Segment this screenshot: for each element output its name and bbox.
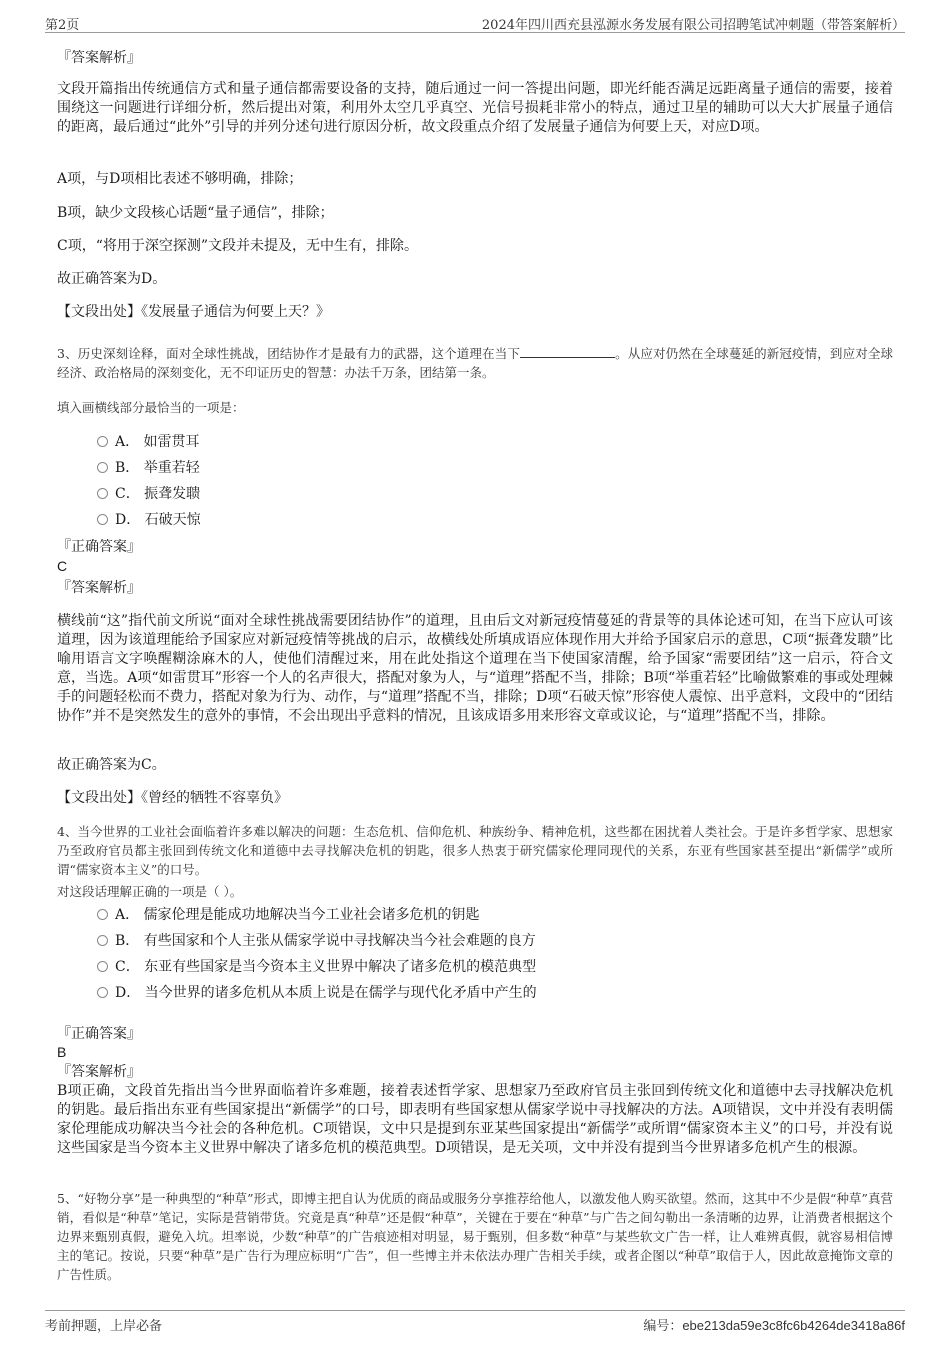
q3-option-c[interactable] <box>97 484 200 504</box>
radio-icon[interactable] <box>97 488 108 499</box>
q2-conclusion: 故正确答案为D。 <box>57 271 167 287</box>
q3-option-a[interactable] <box>97 432 200 452</box>
q4-option-b[interactable] <box>97 931 536 951</box>
q4-option-a[interactable] <box>97 905 480 925</box>
q4-analysis-text: B项正确，文段首先指出当今世界面临着许多难题，接着表述哲学家、思想家乃至政府官员主张回到传统文化和道德中去寻找解决危机的钥匙。最后指出东亚有些国家提出“新儒学”的口号，即表明有些国家想从儒家学说中寻找解决的方法。A项错误，文中并没有表明儒家伦理能成功解决当今社会的各种危机。C项错误，文中只是提到东亚某些国家提出“新儒学”或所谓“儒家资本主义”的口号，并没有说这些国家是当今资本主义世界中解决了诸多危机的模范典型。D项错误，是无关项，文中并没有提到当今世界诸多危机产生的根源。 <box>57 1083 893 1156</box>
radio-icon[interactable] <box>97 462 108 473</box>
q3-analysis-label: 『答案解析』 <box>57 580 141 596</box>
option-label: A． 儒家伦理是能成功地解决当今工业社会诸多危机的钥匙 <box>115 907 480 923</box>
option-label: D． 石破天惊 <box>115 512 201 528</box>
q3-source: 【文段出处】《曾经的牺牲不容辜负》 <box>57 790 288 806</box>
serial-number: ebe213da59e3c8fc6b4264de3418a86f <box>682 1318 905 1333</box>
option-label: B． 有些国家和个人主张从儒家学说中寻找解决当今社会难题的良方 <box>115 933 536 949</box>
document-title: 2024年四川西充县泓源水务发展有限公司招聘笔试冲刺题（带答案解析） <box>481 18 905 33</box>
option-label: C． 东亚有些国家是当今资本主义世界中解决了诸多危机的模范典型 <box>115 959 537 975</box>
radio-icon[interactable] <box>97 514 108 525</box>
q3-option-d[interactable] <box>97 510 201 530</box>
q4-analysis-label: 『答案解析』 <box>57 1064 141 1080</box>
q4-answer: B <box>57 1044 67 1060</box>
q3-answer-label: 『正确答案』 <box>57 539 141 555</box>
radio-icon[interactable] <box>97 961 108 972</box>
q3-analysis-text: 横线前“这”指代前文所说“面对全球性挑战需要团结协作”的道理，且由后文对新冠疫情蔓延的背景等的具体论述可知，在当下应认可该道理，因为该道理能给予国家应对新冠疫情等挑战的启示，故横线处所填成语应体现作用大并给予国家启示的意思，C项“振聋发聩”比喻用语言文字唤醒糊涂麻木的人，使他们清醒过来，用在此处指这个道理在当下使国家清醒，给予国家“需要团结”这一启示，符合文意，当选。A项“如雷贯耳”形容一个人的名声很大，搭配对象为人，与“道理”搭配不当，排除；B项“举重若轻”比喻做繁难的事或处理棘手的问题轻松而不费力，搭配对象为行为、动作，与“道理”搭配不当，排除；D项“石破天惊”形容使人震惊、出乎意料，文段中的“团结协作”并不是突然发生的意外的事情，不会出现出乎意料的情况，且该成语多用来形容文章或议论，与“道理”搭配不当，排除。 <box>57 613 893 724</box>
q4-option-d[interactable] <box>97 983 537 1003</box>
option-label: D． 当今世界的诸多危机从本质上说是在儒学与现代化矛盾中产生的 <box>115 985 537 1001</box>
q3-stem <box>57 344 893 382</box>
option-label: C． 振聋发聩 <box>115 486 201 502</box>
q4-answer-label: 『正确答案』 <box>57 1026 141 1042</box>
q4-option-c[interactable] <box>97 957 536 977</box>
q5-stem: 5、“好物分享”是一种典型的“种草”形式，即博主把自认为优质的商品或服务分享推荐给他人，以激发他人购买欲望。然而，这其中不少是假“种草”真营销，看似是“种草”笔记，实际是营销带货。究竟是真“种草”还是假“种草”，关键在于要在“种草”与广告之间勾勒出一条清晰的边界，让消费者根据这个边界来甄别真假，避免入坑。坦率说，少数“种草”的广告痕迹相对明显，易于甄别，但多数“种草”与某些软文广告一样，让人难辨真假，就容易相信博主的笔记。按说，只要“种草”是广告行为理应标明“广告”，但一些博主并未依法办理广告相关手续，或者企图以“种草”取信于人，因此故意掩饰文章的广告性质。 <box>57 1191 893 1282</box>
q2-source: 【文段出处】《发展量子通信为何要上天？》 <box>57 304 330 320</box>
q3-answer: C <box>57 558 68 574</box>
option-label: A． 如雷贯耳 <box>115 434 200 450</box>
q3-option-b[interactable] <box>97 458 200 478</box>
option-label: B． 举重若轻 <box>115 460 200 476</box>
q2-note-b: B项，缺少文段核心话题“量子通信”，排除； <box>57 205 334 221</box>
page-footer <box>45 1310 905 1334</box>
radio-icon[interactable] <box>97 935 108 946</box>
q2-analysis-text: 文段开篇指出传统通信方式和量子通信都需要设备的支持，随后通过一问一答提出问题，即光纤能否满足远距离量子通信的需要，接着围绕这一问题进行详细分析，然后提出对策，利用外太空几乎真空、光信号损耗非常小的特点，通过卫星的辅助可以大大扩展量子通信的距离，最后通过“此外”引导的并列分述句进行原因分析，故文段重点介绍了发展量子通信为何要上天，对应D项。 <box>57 81 893 135</box>
q3-stem-before: 3、历史深刻诠释，面对全球性挑战，团结协作才是最有力的武器，这个道理在当下 <box>57 346 520 361</box>
q3-prompt: 填入画横线部分最恰当的一项是： <box>57 400 245 415</box>
q3-conclusion: 故正确答案为C。 <box>57 757 166 773</box>
q4-stem: 4、当今世界的工业社会面临着许多难以解决的问题：生态危机、信仰危机、种族纷争、精神危机，这些都在困扰着人类社会。于是许多哲学家、思想家乃至政府官员都主张回到传统文化和道德中去寻找解决危机的钥匙，很多人热衷于研究儒家伦理同现代的关系，东亚有些国家甚至提出“新儒学”或所谓“儒家资本主义”的口号。 <box>57 824 893 877</box>
page-header <box>45 12 905 33</box>
footer-serial <box>643 1315 905 1334</box>
radio-icon[interactable] <box>97 436 108 447</box>
footer-slogan: 考前押题，上岸必备 <box>45 1319 163 1334</box>
radio-icon[interactable] <box>97 987 108 998</box>
q3-stem-after: 。从应对仍然在全球蔓延的新冠疫情，到应对全球经济、政治格局的深刻变化，无不印证历史的智慧：办法千万条，团结第一条。 <box>57 346 893 380</box>
q4-prompt: 对这段话理解正确的一项是（ ）。 <box>57 884 243 899</box>
radio-icon[interactable] <box>97 909 108 920</box>
serial-label: 编号： <box>643 1318 683 1333</box>
page-number: 第2页 <box>45 18 80 33</box>
q2-analysis-label: 『答案解析』 <box>57 50 141 66</box>
q2-note-c: C项，“将用于深空探测”文段并未提及，无中生有，排除。 <box>57 238 419 254</box>
q2-note-a: A项，与D项相比表述不够明确，排除； <box>57 171 303 187</box>
answer-blank <box>520 345 615 358</box>
